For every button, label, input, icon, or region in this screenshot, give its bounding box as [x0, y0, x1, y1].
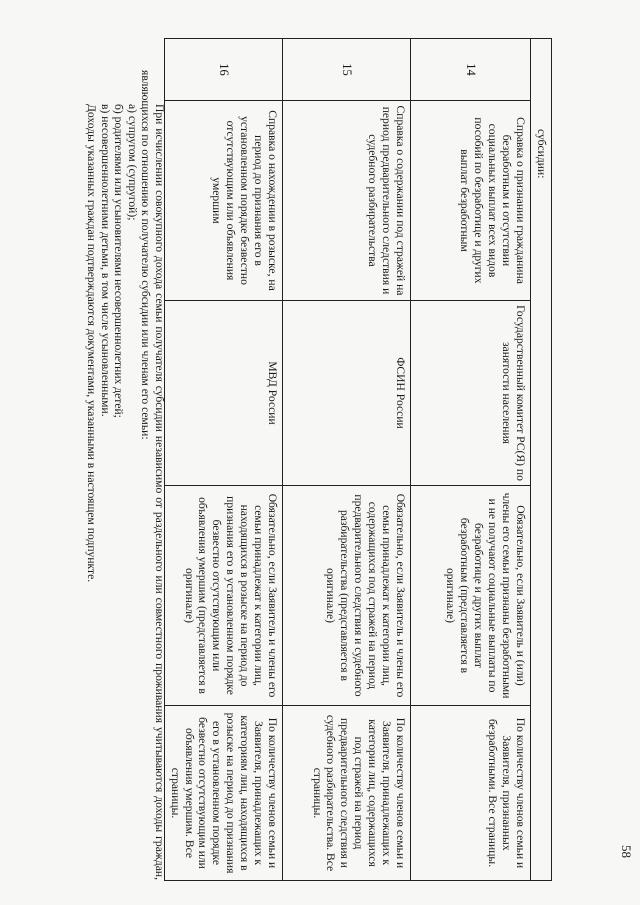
documents-table — [164, 38, 552, 881]
quantity-cell: По количеству членов семьи и Заявителя, признанных безработными. Все страницы. — [411, 706, 531, 881]
notes-item-c: в) несовершеннолетними детьми, в том числе усыновленными. — [98, 104, 112, 417]
issuer-cell: ФСИН России — [283, 301, 411, 486]
notes-item-b: б) родителями или усыновителями несовершеннолетних детей; — [112, 104, 126, 418]
table-header-fragment-row — [531, 39, 552, 881]
condition-cell: Обязательно, если Заявитель и члены его семьи принадлежат к категории лиц, находящихся в розыске на период до признания его в установленном порядке безвестно отсутствующим или объявления умершим (представляется в оригинале) — [164, 486, 282, 706]
table-header-fragment: субсидии: — [531, 39, 552, 881]
quantity-cell: По количеству членов семьи и Заявителя, принадлежащих к категориям лиц, находящихся в розыске на период до признания его в установленном порядке безвестно отсутствующим или объявления умершим. Все страницы. — [164, 706, 282, 881]
table-row — [411, 39, 531, 881]
row-number: 14 — [411, 39, 531, 101]
condition-cell: Обязательно, если Заявитель и (или) члены его семьи признаны безработными и не получают социальные выплаты по безработице и других выплат безработным (представляется в оригинале) — [411, 486, 531, 706]
document-name-cell: Справка о нахождении в розыске, на период до признания его в установленном порядке безвестно отсутствующим или объявления умершим — [164, 101, 282, 301]
issuer-cell: Государственный комитет РС(Я) по занятости населения — [411, 301, 531, 486]
notes-closing: Доходы указанных граждан подтверждаются документами, указанными в настоящем подпункте. — [85, 104, 99, 583]
notes-item-a: а) супругом (супругой); — [125, 104, 139, 221]
table-row — [283, 39, 411, 881]
notes-intro: При исчислении совокупного дохода семьи получателя субсидии независимо от раздельного или совместного проживания учитываются доходы граждан, являющихся по отношению к получателю субсидии или членам его семьи: — [139, 70, 166, 880]
table-row — [164, 39, 282, 881]
quantity-cell: По количеству членов семьи и Заявителя, принадлежащих к категории лиц, содержащихся под стражей на период предварительного следствия и судебного разбирательства. Все страницы. — [283, 706, 411, 881]
document-name-cell: Справка о содержании под стражей на период предварительного следствия и судебного разбирательства — [283, 101, 411, 301]
row-number: 16 — [164, 39, 282, 101]
page-number: 58 — [619, 845, 634, 858]
issuer-cell: МВД России — [164, 301, 282, 486]
document-name-cell: Справка о признании гражданина безработным и отсутствии социальных выплат всех видов пособий по безработице и других выплат безработным — [411, 101, 531, 301]
condition-cell: Обязательно, если Заявитель и члены его семьи принадлежат к категории лиц, содержащихся под стражей на период предварительного следствия и судебного разбирательства (представляется в оригинале) — [283, 486, 411, 706]
row-number: 15 — [283, 39, 411, 101]
notes-section — [84, 70, 166, 880]
